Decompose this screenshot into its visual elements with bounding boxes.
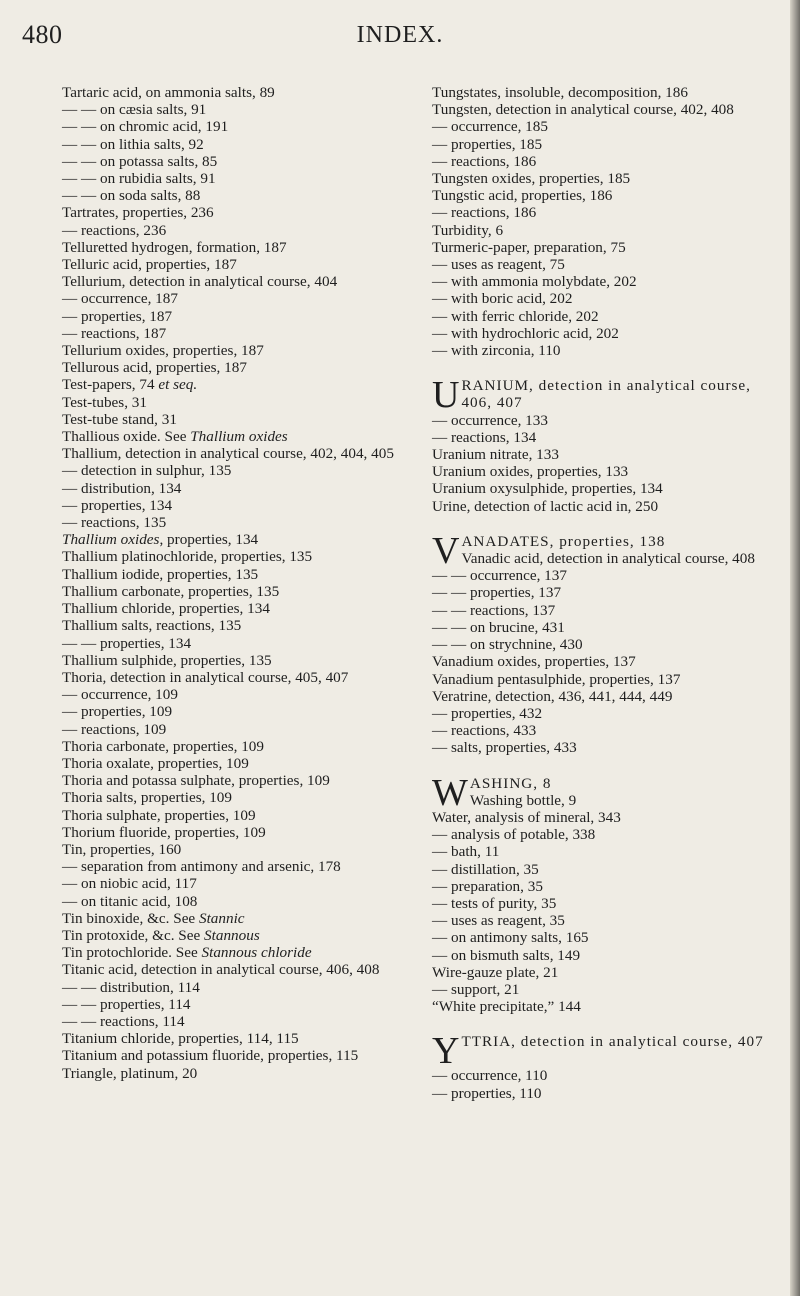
section-first-entry — [432, 1030, 772, 1073]
index-entry: Thoria carbonate, properties, 109 — [62, 737, 264, 755]
index-entry: Tin protoxide, &c. See Stannous — [62, 926, 260, 944]
index-entry: Thallium carbonate, properties, 135 — [62, 582, 280, 600]
index-entry-text: TTRIA, detection in analytical course, 407 — [461, 1033, 764, 1051]
index-entry: — — on chromic acid, 191 — [62, 118, 229, 136]
index-entry: — distillation, 35 — [432, 860, 539, 878]
index-entry: — occurrence, 110 — [432, 1067, 548, 1085]
index-entry: — — on soda salts, 88 — [62, 187, 201, 205]
index-entry-text: RANIUM, detection in analytical course, 406, 407 — [461, 377, 751, 412]
index-entry: — reactions, 135 — [62, 514, 167, 532]
index-entry: — with boric acid, 202 — [432, 290, 573, 308]
index-entry-text: Vanadic acid, detection in analytical course, 408 — [461, 550, 755, 568]
index-entry: — reactions, 433 — [432, 722, 537, 740]
index-entry: — — on strychnine, 430 — [432, 636, 583, 654]
index-entry: — — occurrence, 137 — [432, 567, 567, 585]
index-entry: — detection in sulphur, 135 — [62, 462, 232, 480]
index-section-y — [432, 1030, 772, 1102]
index-entry: — analysis of potable, 338 — [432, 826, 596, 844]
index-entry: — reactions, 109 — [62, 720, 167, 738]
index-entry: Tungstic acid, properties, 186 — [432, 187, 613, 205]
index-entry: Thallium salts, reactions, 135 — [62, 617, 242, 635]
index-section-v — [432, 529, 772, 757]
index-column-right — [432, 84, 772, 1102]
index-entry: Tin binoxide, &c. See Stannic — [62, 909, 245, 927]
index-entry: Telluretted hydrogen, formation, 187 — [62, 238, 287, 256]
index-entry: — properties, 187 — [62, 307, 173, 325]
index-entry: — reactions, 186 — [432, 204, 537, 222]
index-entry: — on antimony salts, 165 — [432, 929, 589, 947]
index-entry: — with ferric chloride, 202 — [432, 307, 599, 325]
index-entry: Telluric acid, properties, 187 — [62, 256, 237, 274]
index-entry: — with ammonia molybdate, 202 — [432, 273, 637, 291]
index-entry: Thoria sulphate, properties, 109 — [62, 806, 256, 824]
index-entry: Tartrates, properties, 236 — [62, 204, 214, 222]
section-first-entry — [432, 529, 772, 572]
index-entry: Thoria salts, properties, 109 — [62, 789, 232, 807]
index-entry: Turmeric-paper, preparation, 75 — [432, 238, 626, 256]
index-entry: Tungsten, detection in analytical course, 402, 408 — [432, 101, 734, 119]
index-entry: — — properties, 137 — [432, 584, 562, 602]
index-entry: — reactions, 186 — [432, 152, 537, 170]
index-entry: Triangle, platinum, 20 — [62, 1064, 198, 1082]
index-entry: Tin, properties, 160 — [62, 840, 182, 858]
index-entry: — properties, 109 — [62, 703, 173, 721]
index-entry: Thoria and potassa sulphate, properties, 109 — [62, 772, 330, 790]
index-entry: Vanadium pentasulphide, properties, 137 — [432, 670, 681, 688]
index-entry: Thallium chloride, properties, 134 — [62, 600, 270, 618]
index-entry: — with zirconia, 110 — [432, 342, 561, 360]
index-entry: Test-papers, 74 et seq. — [62, 376, 198, 394]
index-entry: — properties, 134 — [62, 496, 173, 514]
index-entry: — reactions, 236 — [62, 221, 167, 239]
index-entry: — salts, properties, 433 — [432, 739, 577, 757]
index-entry: Tartaric acid, on ammonia salts, 89 — [62, 84, 275, 101]
index-entry: Turbidity, 6 — [432, 221, 504, 239]
index-entry: — separation from antimony and arsenic, 178 — [62, 858, 341, 876]
index-entry: Thallium sulphide, properties, 135 — [62, 651, 272, 669]
index-entry: — — reactions, 137 — [432, 601, 556, 619]
index-entry: Veratrine, detection, 436, 441, 444, 449 — [432, 687, 673, 705]
index-section-t-continued — [432, 84, 772, 359]
index-entry: Thallious oxide. See Thallium oxides — [62, 428, 288, 446]
index-entry: — preparation, 35 — [432, 877, 543, 895]
index-column-left — [62, 84, 402, 1082]
index-entry: — occurrence, 187 — [62, 290, 178, 308]
index-entry: — uses as reagent, 75 — [432, 256, 565, 274]
index-entry: — on niobic acid, 117 — [62, 875, 197, 893]
index-entry: — — on potassa salts, 85 — [62, 152, 218, 170]
index-entry: — — on cæsia salts, 91 — [62, 101, 207, 119]
index-entry: — — distribution, 114 — [62, 978, 200, 996]
index-entry-text: Washing bottle, 9 — [469, 791, 577, 809]
index-entry: Titanium chloride, properties, 114, 115 — [62, 1030, 299, 1048]
index-entry: — distribution, 134 — [62, 479, 182, 497]
index-entry: Tungsten oxides, properties, 185 — [432, 170, 631, 188]
index-entry: Tellurium oxides, properties, 187 — [62, 342, 264, 360]
drop-cap-letter: W — [432, 771, 468, 814]
page-edge-shadow — [790, 0, 800, 1296]
index-entry: — — properties, 134 — [62, 634, 192, 652]
index-section-u — [432, 374, 772, 515]
page-number: 480 — [22, 20, 63, 49]
index-entry: Thallium, detection in analytical course, 402, 404, 405 — [62, 445, 394, 463]
section-first-entry — [432, 374, 772, 417]
index-entry: — reactions, 134 — [432, 428, 537, 446]
index-entry: Urine, detection of lactic acid in, 250 — [432, 497, 659, 515]
index-entry: — properties, 110 — [432, 1084, 542, 1102]
index-entry: Test-tubes, 31 — [62, 393, 147, 411]
index-entry: Thallium iodide, properties, 135 — [62, 565, 259, 583]
index-entry: Tungstates, insoluble, decomposition, 186 — [432, 84, 688, 101]
index-entry: — — on brucine, 431 — [432, 618, 565, 636]
index-entry: Water, analysis of mineral, 343 — [432, 808, 621, 826]
index-entry: Thorium fluoride, properties, 109 — [62, 823, 266, 841]
index-entry: — properties, 185 — [432, 135, 543, 153]
index-entry: Thallium platinochloride, properties, 135 — [62, 548, 313, 566]
index-entry: — — properties, 114 — [62, 995, 191, 1013]
index-entry: Uranium oxides, properties, 133 — [432, 463, 629, 481]
index-entry: Uranium oxysulphide, properties, 134 — [432, 480, 663, 498]
index-entry: — occurrence, 185 — [432, 118, 548, 136]
index-entry: — tests of purity, 35 — [432, 894, 557, 912]
index-entry: Thoria, detection in analytical course, 405, 407 — [62, 668, 349, 686]
index-entry: — — on rubidia salts, 91 — [62, 170, 216, 188]
index-entry: — on bismuth salts, 149 — [432, 946, 581, 964]
index-entry: — reactions, 187 — [62, 324, 167, 342]
index-entry: Thoria oxalate, properties, 109 — [62, 754, 249, 772]
index-entry: Tellurium, detection in analytical course, 404 — [62, 273, 338, 291]
drop-cap-letter: U — [432, 374, 460, 417]
index-entry: — with hydrochloric acid, 202 — [432, 324, 619, 342]
index-entry: Vanadium oxides, properties, 137 — [432, 653, 636, 671]
index-entry: Titanium and potassium fluoride, properties, 115 — [62, 1047, 359, 1065]
index-entry-text: ANADATES, properties, 138 — [461, 532, 666, 550]
section-first-entry — [432, 771, 772, 814]
index-entry-text: ASHING, 8 — [469, 774, 552, 792]
drop-cap-letter: V — [432, 529, 460, 572]
index-entry: — occurrence, 109 — [62, 686, 178, 704]
index-entry: — — on lithia salts, 92 — [62, 135, 204, 153]
index-entry: Test-tube stand, 31 — [62, 410, 177, 428]
index-entry: Uranium nitrate, 133 — [432, 446, 559, 464]
index-entry: — on titanic acid, 108 — [62, 892, 198, 910]
index-entry: Tellurous acid, properties, 187 — [62, 359, 247, 377]
index-entry: Thallium oxides, properties, 134 — [62, 531, 259, 549]
index-entry: — — reactions, 114 — [62, 1012, 185, 1030]
page-title: INDEX. — [356, 22, 444, 48]
index-entry: — properties, 432 — [432, 704, 543, 722]
drop-cap-letter: Y — [432, 1030, 460, 1073]
index-entry: — uses as reagent, 35 — [432, 912, 565, 930]
index-entry: — support, 21 — [432, 980, 520, 998]
index-entry: — bath, 11 — [432, 843, 500, 861]
index-entry: Tin protochloride. See Stannous chloride — [62, 944, 312, 962]
index-entry: Titanic acid, detection in analytical course, 406, 408 — [62, 961, 380, 979]
index-entry: Wire-gauze plate, 21 — [432, 963, 559, 981]
index-entry: — occurrence, 133 — [432, 411, 548, 429]
index-entry: “White precipitate,” 144 — [432, 998, 581, 1016]
index-section-w — [432, 771, 772, 1016]
